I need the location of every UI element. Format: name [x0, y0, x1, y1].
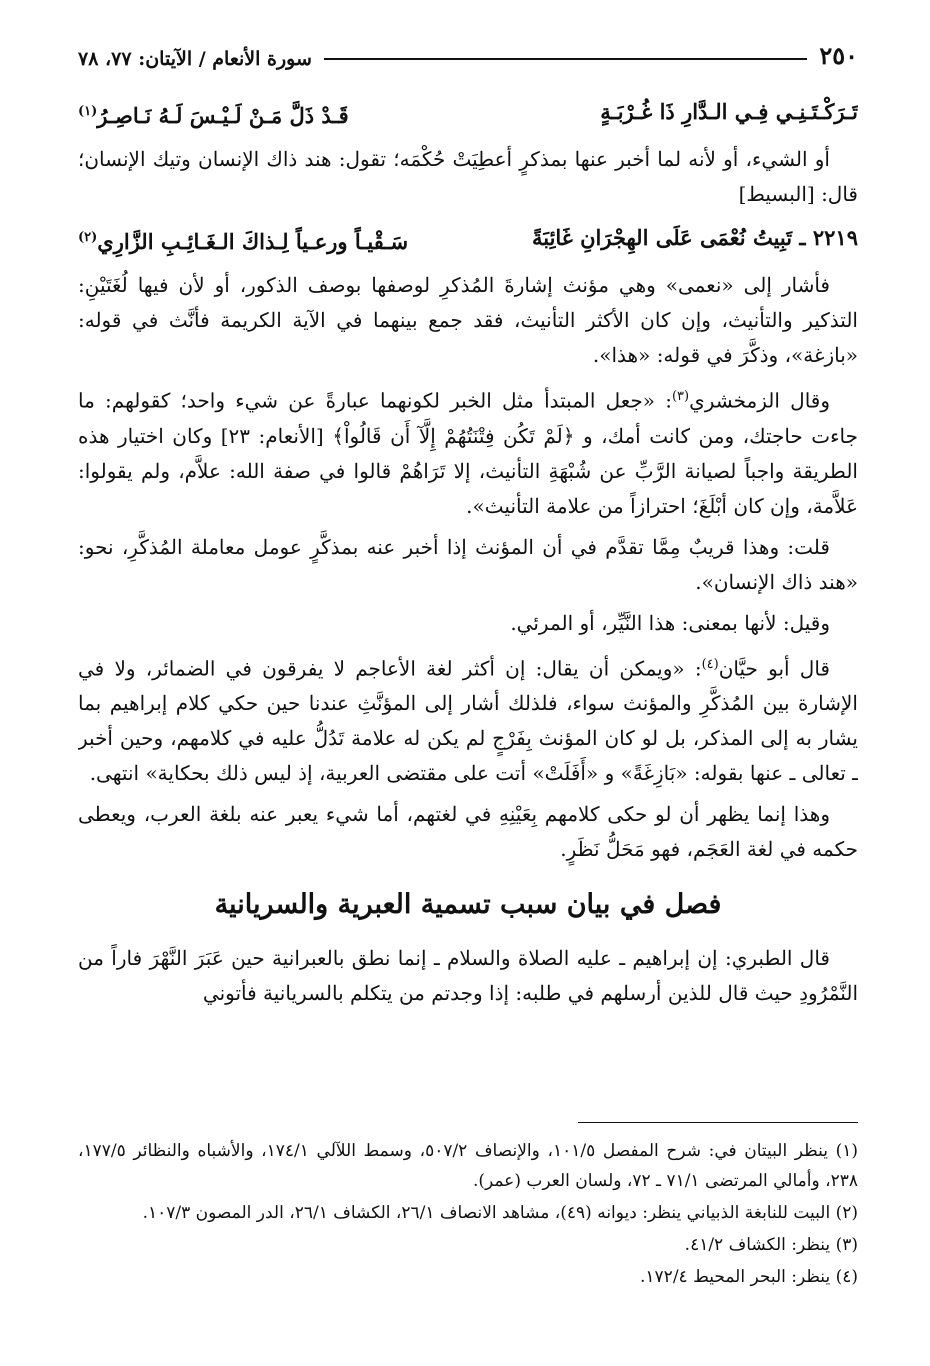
verse-second-hemistich: قَـدْ ذَلَّ مَـنْ لَـيْـسَ لَـهُ نَـاصِـرُ$^{(١)}$ [78, 103, 349, 128]
paragraph: قال الطبري: إن إبراهيم ـ عليه الصلاة والسلام ـ إنما نطق بالعبرانية حين عَبَرَ النَّهْرَ فاراً من النَّمْرُودِ حيث قال للذين أرسلهم في طلبه: إذا وجدتم من يتكلم بالسريانية فأتوني [78, 946, 858, 1006]
verse-first-hemistich: تَـرَكْـتَـنِـي فِـي الـدَّارِ ذَا غُـرْبَـةٍ [600, 99, 858, 124]
running-title: سورة الأنعام / الآيتان: ٧٧، ٧٨ [78, 48, 312, 70]
footnote: (١) ينظر البيتان في: شرح المفصل ١٠١/٥، والإنصاف ٥٠٧/٢، وسمط اللآلي ١٧٤/١، والأشباه والنظائر ١٧٧/٥، ٢٣٨، وأمالي المرتضى ٧١/١ ـ ٧٢، ولسان العرب (عمر). [78, 1141, 859, 1191]
footnote-marker: (٢) [78, 230, 98, 245]
page-number: ٢٥٠ [819, 41, 858, 70]
footnote-marker: (٤) [701, 656, 719, 672]
paragraph: وقيل: لأنها بمعنى: هذا النَّيِّر، أو المرئي. [510, 610, 830, 635]
footnote-marker: (٣) [671, 389, 690, 404]
book-page [78, 30, 858, 1350]
paragraph: فأشار إلى «نعمى» وهي مؤنث إشارةَ المُذكرِ لوصفها بوصف الذكور، أو لأن فيها لُغَتَيْنِ: التذكير والتأنيث، وإن كان الأكثر التأنيث، فقد جمع بينهما في الآية الكريمة فأنَّث في قوله: «بازغة»، وذكَّرَ في قوله: «هذا». [78, 273, 858, 367]
header-rule [324, 58, 807, 60]
paragraph: وقال الزمخشري$^{(٣)}$: «جعل المبتدأ مثل الخبر لكونهما عبارةً عن شيء واحد؛ كقولهم: ما جاءت حاجتك، ومن كانت أمك، و ﴿لَمْ تَكُن فِتْنَتُهُمْ إِلَّآ أَن قَالُواْ﴾ [الأنعام: ٢٣] وكان اختيار هذه الطريقة واجباً لصيانة الرَّبِّ عن شُبْهَةِ التأنيث، إلا تَرَاهُمْ قالوا في صفة الله: علاَّم، ولم يقولوا: عَلاَّمة، وإن كان أبْلَغَ؛ احترازاً من علامة التأنيث». [78, 388, 858, 518]
paragraph: قال أبو حيَّان$^{(٤)}$: «ويمكن أن يقال: إن أكثر لغة الأعاجم لا يفرقون في الضمائر، ولا في الإشارة بين المُذكَّرِ والمؤنث سواء، فلذلك أشار إلى المؤنَّثِ عندنا حين حكي كلام إبراهيم بما يشار به إلى المذكر، بل لو كان المؤنث بِفَرْجٍ لم يكن له علامة تَدُلُّ عليه في كلامهم، وحين أخبر ـ تعالى ـ عنها بقوله: «بَازِغَةً» و «أَفَلَتْ» أتت على مقتضى العربية، إذ ليس ذلك بحكاية» انتهى. [78, 656, 858, 786]
footnote: (٣) ينظر: الكشاف ٤١/٢. [684, 1235, 858, 1255]
verse-second-hemistich: سَـقْيـاً ورعـياً لِـذاكَ الـغَـائِـبِ الزَّارِي$^{(٢)}$ [78, 229, 409, 254]
footnote-separator [578, 1122, 858, 1123]
poetry-verse [78, 92, 858, 136]
paragraph: وهذا إنما يظهر أن لو حكى كلامهم بِعَيْنِهِ في لغتهم، أما شيء يعبر عنه بلغة العرب، ويعطى حكمه في لغة العَجَم، فهو مَحَلُّ نَظَرٍ. [78, 802, 858, 862]
verse-first-hemistich: ٢٢١٩ ـ تَبِيتُ نُعْمَى عَلَى الهِجْرَانِ غَائِبَةً [531, 225, 858, 250]
main-text [78, 92, 858, 1072]
paragraph: أو الشيء، أو لأنه لما أخبر عنها بمذكرٍ أعطِيَتْ حُكْمَه؛ تقول: هند ذاك الإنسان وتيك الإنسان؛ قال: [البسيط] [78, 147, 858, 206]
page-header [78, 30, 858, 70]
section-heading: فصل في بيان سبب تسمية العبرية والسريانية [214, 889, 722, 921]
footnotes [78, 1136, 858, 1294]
footnote-marker: (١) [78, 104, 98, 119]
footnote: (٢) البيت للنابغة الذبياني ينظر: ديوانه (٤٩)، مشاهد الانصاف ٢٦/١، الكشاف ٢٦/١، الدر المصون ١٠٧/٣. [142, 1203, 858, 1223]
paragraph: قلت: وهذا قريبٌ مِمَّا تقدَّم في أن المؤنث إذا أخبر عنه بمذكَّرٍ عومل معاملة المُذكَّرِ، نحو: «هند ذاك الإنسان». [78, 534, 858, 594]
poetry-verse [78, 218, 858, 262]
footnote: (٤) ينظر: البحر المحيط ١٧٢/٤. [640, 1267, 858, 1287]
